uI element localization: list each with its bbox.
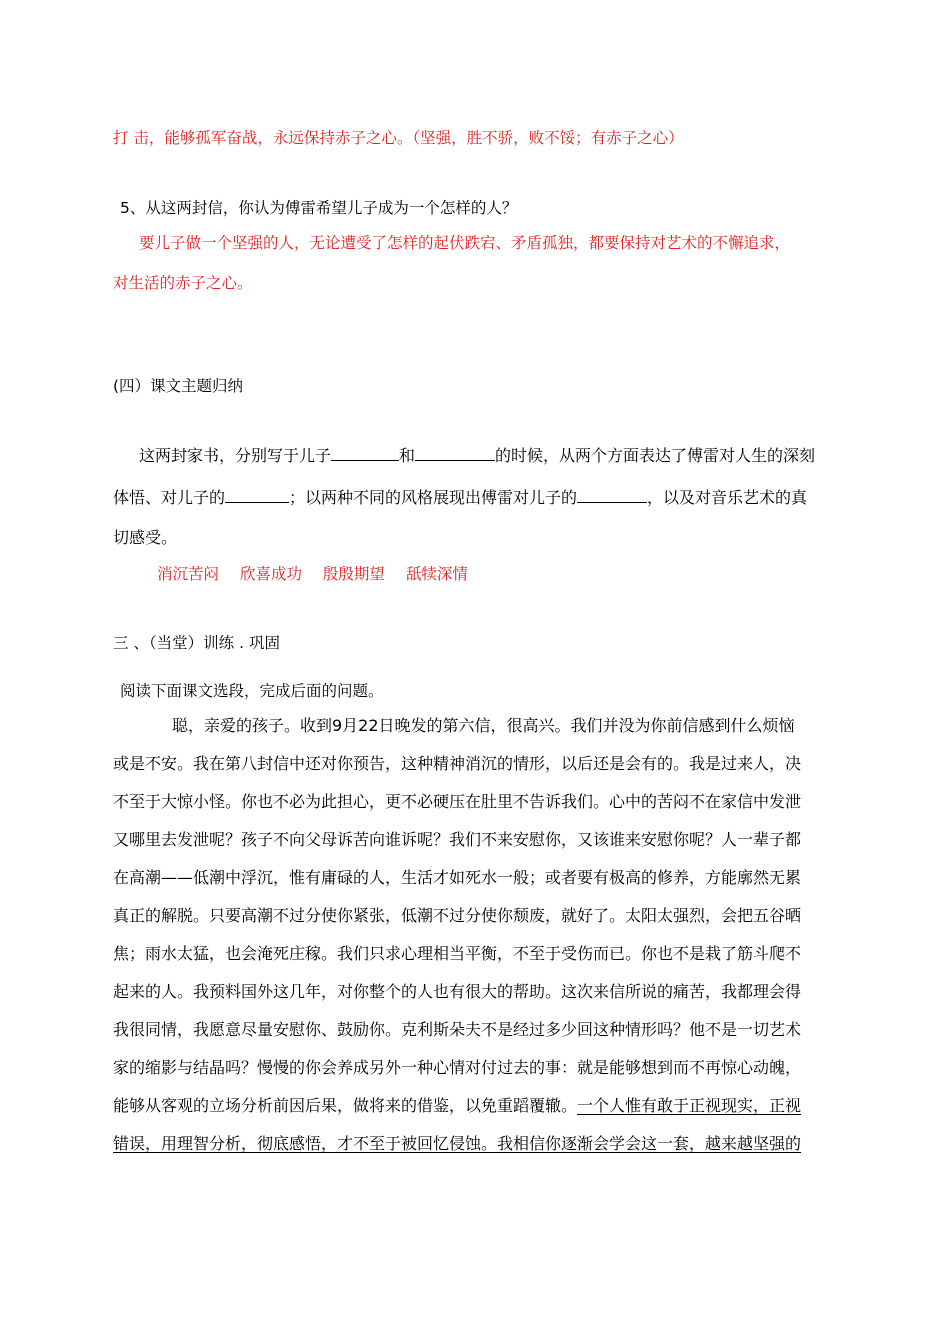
- p2-text-c: ，以及对音乐艺术的真: [647, 488, 808, 507]
- passage-line: 起来的人。我预料国外这几年，对你整个的人也有很大的帮助。这次来信所说的痛苦，我都理会得: [113, 982, 802, 1001]
- passage-text-plain: 能够从客观的立场分析前因后果，做将来的借鉴，以免重蹈覆辙。: [113, 1096, 578, 1115]
- passage-line: 又哪里去发泄呢？孩子不向父母诉苦向谁诉呢？我们不来安慰你，又该谁来安慰你呢？人一辈子都: [113, 830, 802, 849]
- passage-line: 我很同情，我愿意尽量安慰你、鼓励你。克利斯朵夫不是经过多少回这种情形吗？他不是一切艺术: [113, 1020, 802, 1039]
- passage-line-11: [113, 1096, 801, 1116]
- q4-answer-tail: 打 击，能够孤军奋战，永远保持赤子之心。（坚强，胜不骄，败不馁；有赤子之心）: [113, 129, 684, 147]
- answer-1: 消沉苦闷: [157, 565, 220, 583]
- p1-text-c: 的时候，从两个方面表达了傅雷对人生的深刻: [495, 446, 816, 465]
- p1-text-a: 这两封家书，分别写于儿子: [139, 446, 332, 465]
- section4-heading: (四）课文主题归纳: [113, 377, 244, 395]
- fill-blank-4[interactable]: [577, 488, 647, 503]
- p1-text-b: 和: [399, 446, 416, 465]
- section4-answers: [157, 564, 484, 584]
- passage-line: 或是不安。我在第八封信中还对你预告，这种精神消沉的情形，以后还是会有的。我是过来人，决: [113, 754, 802, 773]
- fill-blank-3[interactable]: [225, 488, 289, 503]
- passage-line: 家的缩影与结晶吗？慢慢的你会养成另外一种心情对付过去的事：就是能够想到而不再惊心动魄，: [113, 1058, 802, 1077]
- answer-3: 殷殷期望: [322, 565, 385, 583]
- q5-answer-line1: 要儿子做一个坚强的人，无论遭受了怎样的起伏跌宕、矛盾孤独，都要保持对艺术的不懈追求，: [139, 234, 791, 252]
- passage-line: 真正的解脱。只要高潮不过分使你紧张，低潮不过分使你颓废，就好了。太阳太强烈，会把五谷晒: [113, 906, 802, 925]
- underlined-passage-start: 一个人惟有敢于正视现实，正视: [577, 1096, 802, 1115]
- section3-instruction: 阅读下面课文选段，完成后面的问题。: [120, 682, 384, 700]
- underlined-passage-continued: 错误，用理智分析，彻底感悟，才不至于被回忆侵蚀。我相信你逐渐会学会这一套，越来越坚强的: [113, 1134, 802, 1153]
- fill-blank-1[interactable]: [331, 446, 399, 461]
- p2-text-b: ；以两种不同的风格展现出傅雷对儿子的: [289, 488, 578, 507]
- q5-answer-line2: 对生活的赤子之心。: [113, 274, 253, 292]
- passage-line: 焦；雨水太猛，也会淹死庄稼。我们只求心理相当平衡，不至于受伤而已。你也不是栽了筋斗爬不: [113, 944, 802, 963]
- p2-text-a: 体悟、对儿子的: [113, 488, 226, 507]
- q5-question: 5、从这两封信，你认为傅雷希望儿子成为一个怎样的人？: [120, 199, 518, 217]
- section3-heading: 三 、（当堂）训练 . 巩固: [113, 634, 280, 652]
- section4-paragraph-line2: [113, 488, 807, 508]
- passage-line: 在高潮——低潮中浮沉，惟有庸碌的人，生活才如死水一般；或者要有极高的修养，方能廓然无累: [113, 868, 802, 887]
- section4-paragraph-line1: [139, 446, 815, 466]
- fill-blank-2[interactable]: [415, 446, 495, 461]
- section4-paragraph-line3: 切感受。: [113, 528, 178, 547]
- passage-line: 聪，亲爱的孩子。收到9月22日晚发的第六信，很高兴。我们并没为你前信感到什么烦恼: [172, 716, 795, 735]
- answer-4: 舐犊深情: [405, 565, 468, 583]
- passage-line: 不至于大惊小怪。你也不必为此担心，更不必硬压在肚里不告诉我们。心中的苦闷不在家信中发泄: [113, 792, 802, 811]
- answer-2: 欣喜成功: [239, 565, 302, 583]
